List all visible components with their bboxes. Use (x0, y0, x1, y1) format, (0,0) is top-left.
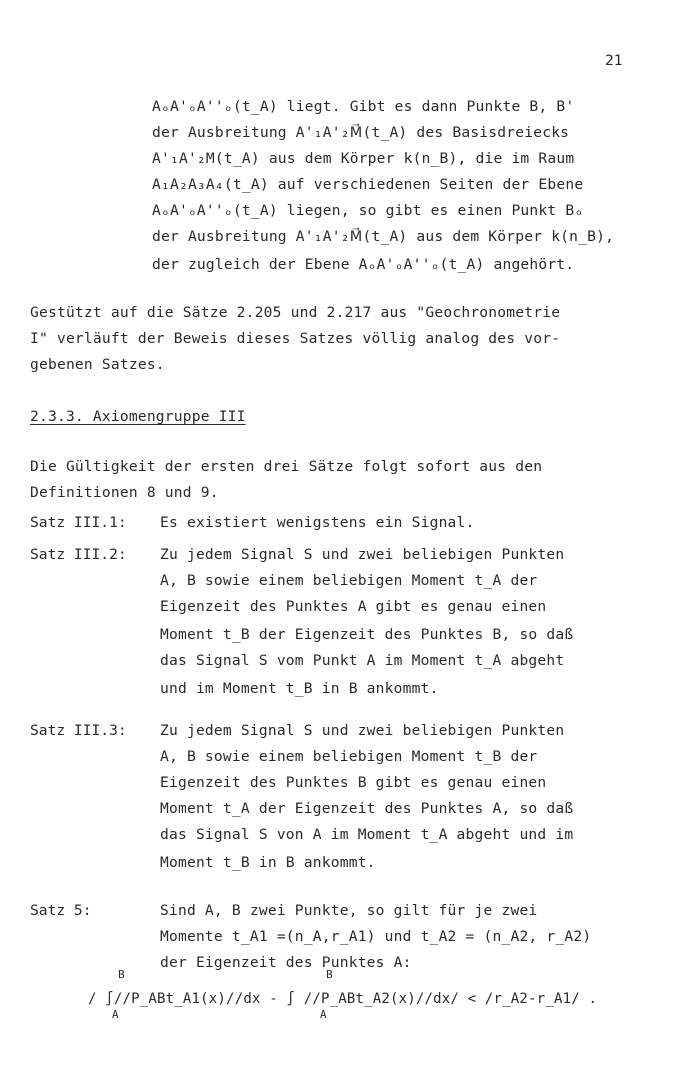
satz-line: das Signal S von A im Moment t_A abgeht und im (160, 826, 574, 843)
satz-line: Momente t_A1 =(n_A,r_A1) und t_A2 = (n_A2, r_A2) (160, 928, 592, 945)
block1-line: der zugleich der Ebene AₒA'ₒA''ₒ(t_A) angehört. (152, 256, 575, 273)
satz-line: Moment t_B der Eigenzeit des Punktes B, so daß (160, 626, 574, 643)
block1-line: A₁A₂A₃A₄(t_A) auf verschiedenen Seiten der Ebene (152, 176, 584, 193)
satz-line: Eigenzeit des Punktes A gibt es genau einen (160, 598, 547, 615)
section-heading: 2.3.3. Axiomengruppe III (30, 408, 246, 425)
satz-line: der Eigenzeit des Punktes A: (160, 954, 412, 971)
satz-line: Eigenzeit des Punktes B gibt es genau einen (160, 774, 547, 791)
integral-lower-limit: A (112, 1008, 119, 1021)
satz-line: Zu jedem Signal S und zwei beliebigen Punkten (160, 546, 565, 563)
satz-line: das Signal S vom Punkt A im Moment t_A abgeht (160, 652, 565, 669)
page-number: 21 (605, 52, 623, 69)
satz-label: Satz 5: (30, 902, 92, 919)
block1-line: der Ausbreitung A'₁A'₂M⃗(t_A) aus dem Körper k(n_B), (152, 228, 615, 245)
paragraph-line: Die Gültigkeit der ersten drei Sätze folgt sofort aus den (30, 458, 543, 475)
satz-line: Moment t_B in B ankommt. (160, 854, 376, 871)
paragraph-line: I" verläuft der Beweis dieses Satzes völlig analog des vor- (30, 330, 561, 347)
satz-line: A, B sowie einem beliebigen Moment t_B der (160, 748, 538, 765)
satz-label: Satz III.2: (30, 546, 127, 563)
satz-label: Satz III.1: (30, 514, 127, 531)
satz-line: Sind A, B zwei Punkte, so gilt für je zwei (160, 902, 538, 919)
paragraph-line: gebenen Satzes. (30, 356, 165, 373)
paragraph-line: Definitionen 8 und 9. (30, 484, 219, 501)
satz-line: Es existiert wenigstens ein Signal. (160, 514, 475, 531)
satz-line: Zu jedem Signal S und zwei beliebigen Punkten (160, 722, 565, 739)
block1-line: AₒA'ₒA''ₒ(t_A) liegt. Gibt es dann Punkte B, B' (152, 98, 575, 115)
satz-label: Satz III.3: (30, 722, 127, 739)
integral-upper-limit: B (118, 968, 125, 981)
block1-line: AₒA'ₒA''ₒ(t_A) liegen, so gibt es einen Punkt Bₒ (152, 202, 584, 219)
paragraph-line: Gestützt auf die Sätze 2.205 und 2.217 aus "Geochronometrie (30, 304, 561, 321)
formula: / ∫//P_ABt_A1(x)//dx - ∫ //P_ABt_A2(x)//dx/ < /r_A2-r_A1/ . (88, 991, 598, 1007)
block1-line: der Ausbreitung A'₁A'₂M⃗(t_A) des Basisdreiecks (152, 124, 570, 141)
integral-lower-limit: A (320, 1008, 327, 1021)
satz-line: Moment t_A der Eigenzeit des Punktes A, so daß (160, 800, 574, 817)
satz-line: und im Moment t_B in B ankommt. (160, 680, 439, 697)
block1-line: A'₁A'₂M(t_A) aus dem Körper k(n_B), die im Raum (152, 150, 575, 167)
integral-upper-limit: B (326, 968, 333, 981)
satz-line: A, B sowie einem beliebigen Moment t_A der (160, 572, 538, 589)
